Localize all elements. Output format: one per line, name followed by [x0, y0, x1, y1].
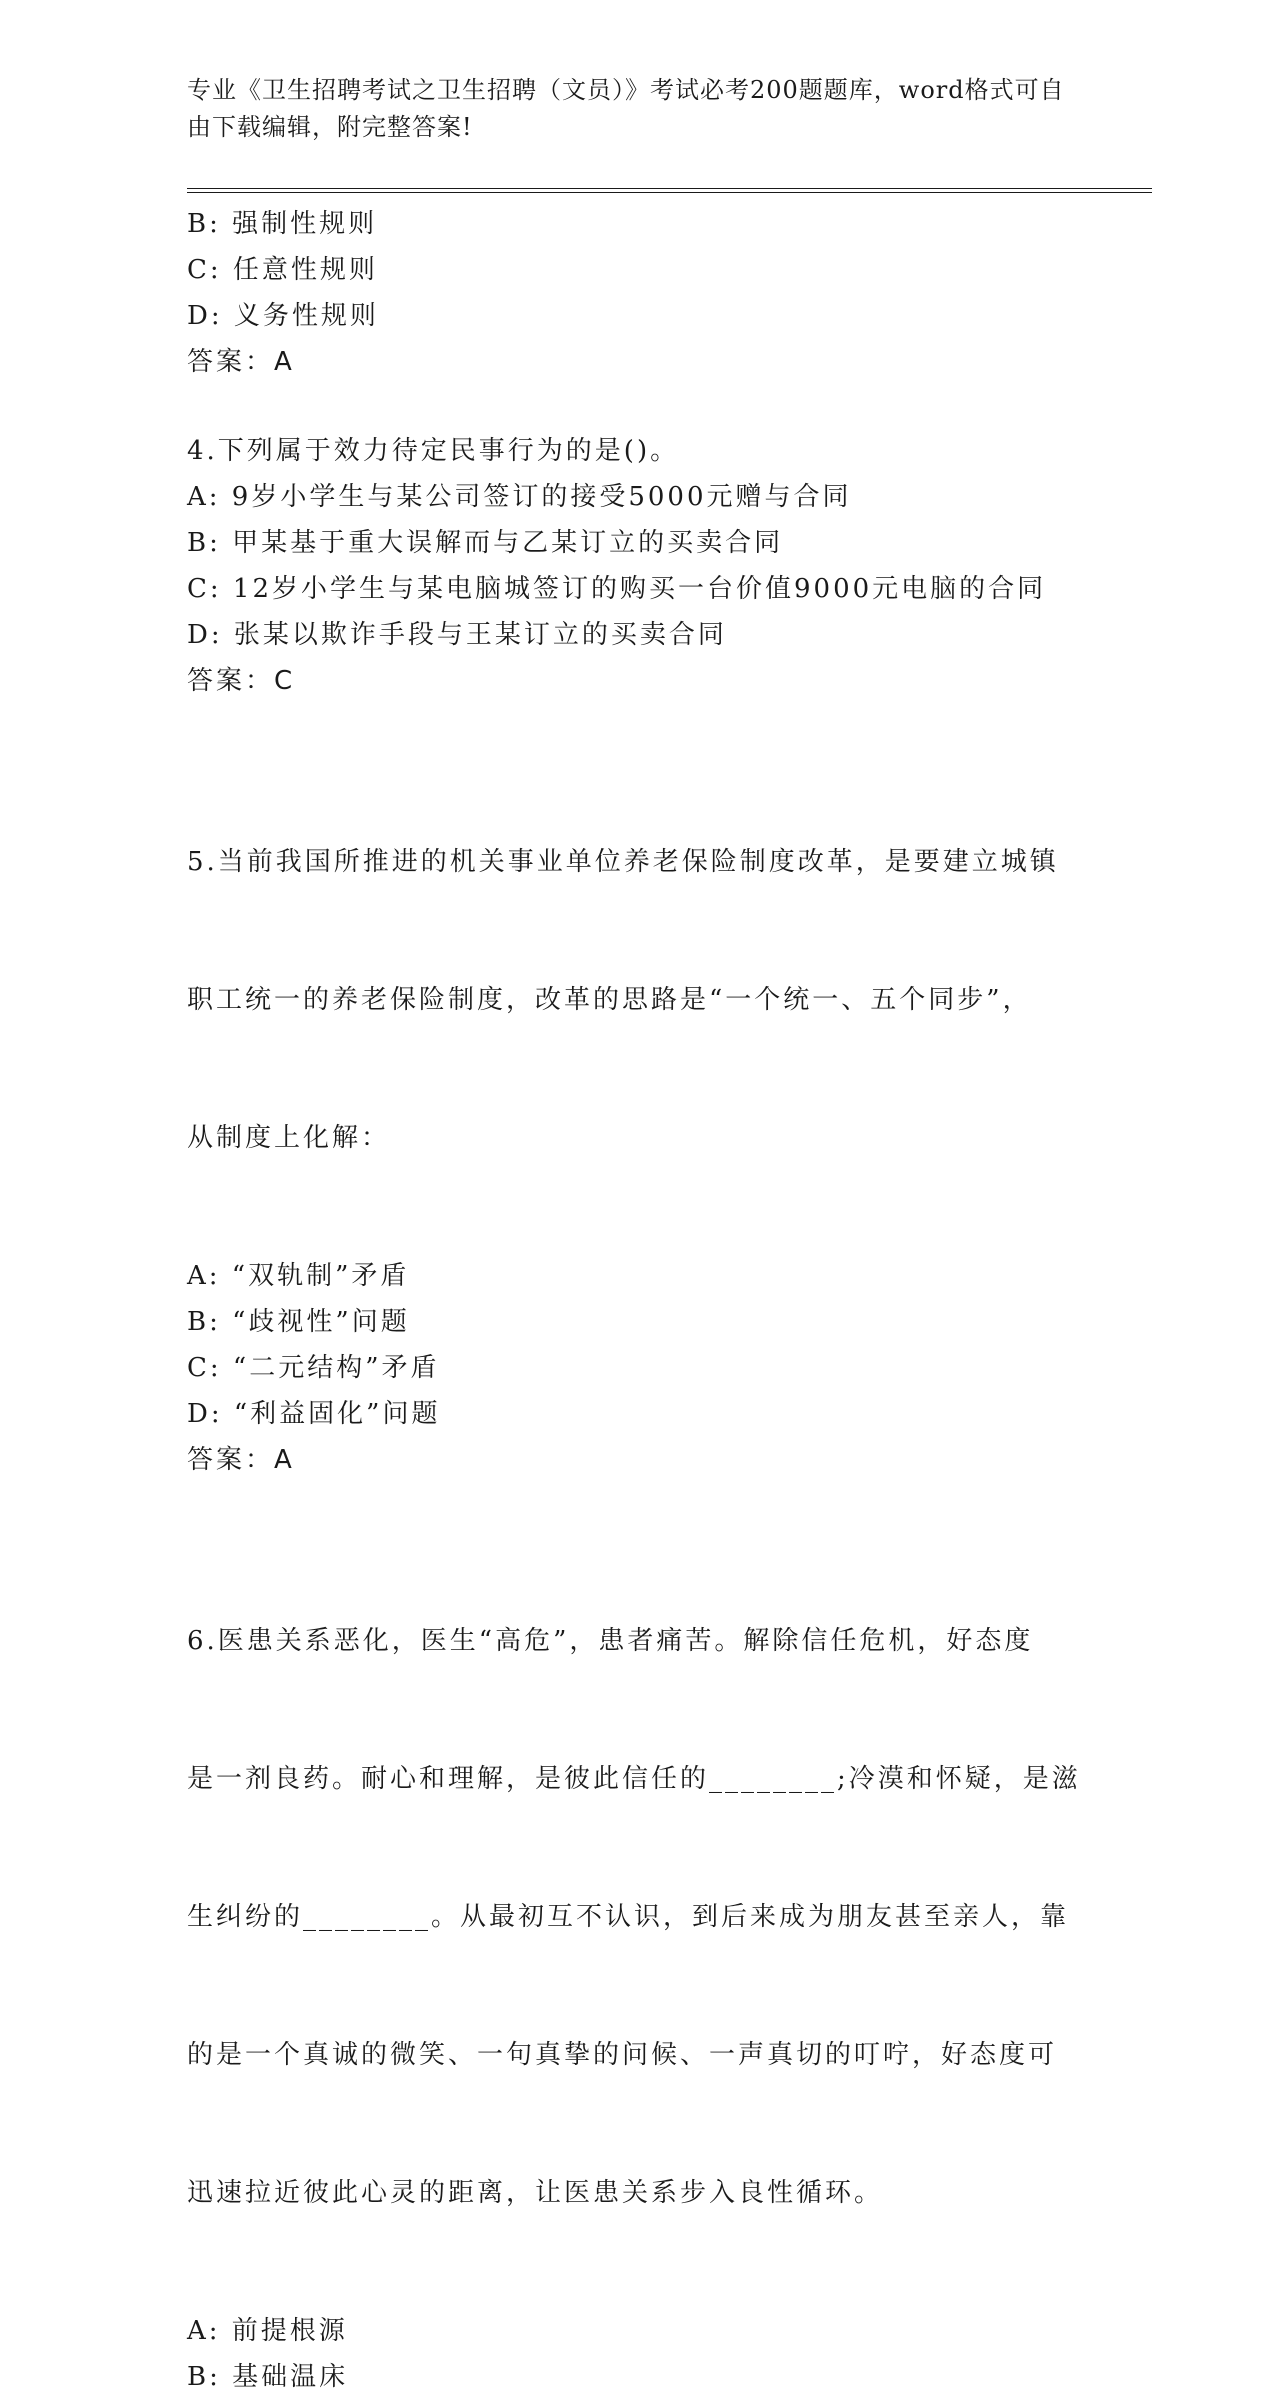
option-a: A: 9岁小学生与某公司签订的接受5000元赠与合同 — [187, 482, 852, 512]
stem-line: 的是一个真诚的微笑、一句真挚的问候、一声真切的叮咛，好态度可 — [187, 2040, 1058, 2070]
question-stem: 4.下列属于效力待定民事行为的是()。 — [187, 436, 680, 466]
option-d: D: “利益固化”问题 — [187, 1399, 441, 1429]
stem-line: 职工统一的养老保险制度，改革的思路是“一个统一、五个同步”， — [187, 985, 1032, 1015]
answer: 答案：C — [187, 666, 296, 696]
spacer — [187, 704, 1152, 747]
stem-line: 从制度上化解： — [187, 1123, 391, 1153]
option-b: B: 强制性规则 — [187, 209, 378, 239]
option-b: B: 基础温床 — [187, 2362, 349, 2392]
option-d: D: 张某以欺诈手段与王某订立的买卖合同 — [187, 620, 727, 650]
option-a: A: 前提根源 — [187, 2316, 348, 2346]
stem-line: 5.当前我国所推进的机关事业单位养老保险制度改革，是要建立城镇 — [187, 847, 1059, 877]
stem-line: 迅速拉近彼此心灵的距离，让医患关系步入良性循环。 — [187, 2178, 884, 2208]
option-c: C: 12岁小学生与某电脑城签订的购买一台价值9000元电脑的合同 — [187, 574, 1047, 604]
stem-line: 是一剂良药。耐心和理解，是彼此信任的________;冷漠和怀疑，是滋 — [187, 1764, 1081, 1794]
option-b: B: “歧视性”问题 — [187, 1307, 410, 1337]
question-content — [187, 201, 1152, 2400]
spacer — [187, 385, 1152, 428]
option-b: B: 甲某基于重大误解而与乙某订立的买卖合同 — [187, 528, 784, 558]
option-a: A: “双轨制”矛盾 — [187, 1261, 410, 1291]
document-page — [187, 72, 1152, 2400]
answer: 答案：A — [187, 1445, 295, 1475]
spacer — [187, 1483, 1152, 1526]
option-d: D: 义务性规则 — [187, 301, 379, 331]
question-4 — [187, 428, 1152, 704]
header-divider — [187, 188, 1152, 193]
question-stem — [187, 747, 1087, 1253]
option-c: C: 任意性规则 — [187, 255, 378, 285]
header-line-2: 由下载编辑，附完整答案! — [187, 113, 473, 141]
question-5 — [187, 747, 1152, 1483]
question-3-carryover — [187, 201, 1152, 385]
option-c: C: “二元结构”矛盾 — [187, 1353, 440, 1383]
stem-line: 生纠纷的________。从最初互不认识，到后来成为朋友甚至亲人，靠 — [187, 1902, 1070, 1932]
document-header — [187, 72, 1067, 146]
question-6 — [187, 1526, 1152, 2400]
answer: 答案：A — [187, 347, 295, 377]
header-line-1: 专业《卫生招聘考试之卫生招聘（文员）》考试必考200题题库，word格式可自 — [187, 76, 1065, 104]
stem-line: 6.医患关系恶化，医生“高危”，患者痛苦。解除信任危机，好态度 — [187, 1626, 1034, 1656]
question-stem — [187, 1526, 1087, 2308]
